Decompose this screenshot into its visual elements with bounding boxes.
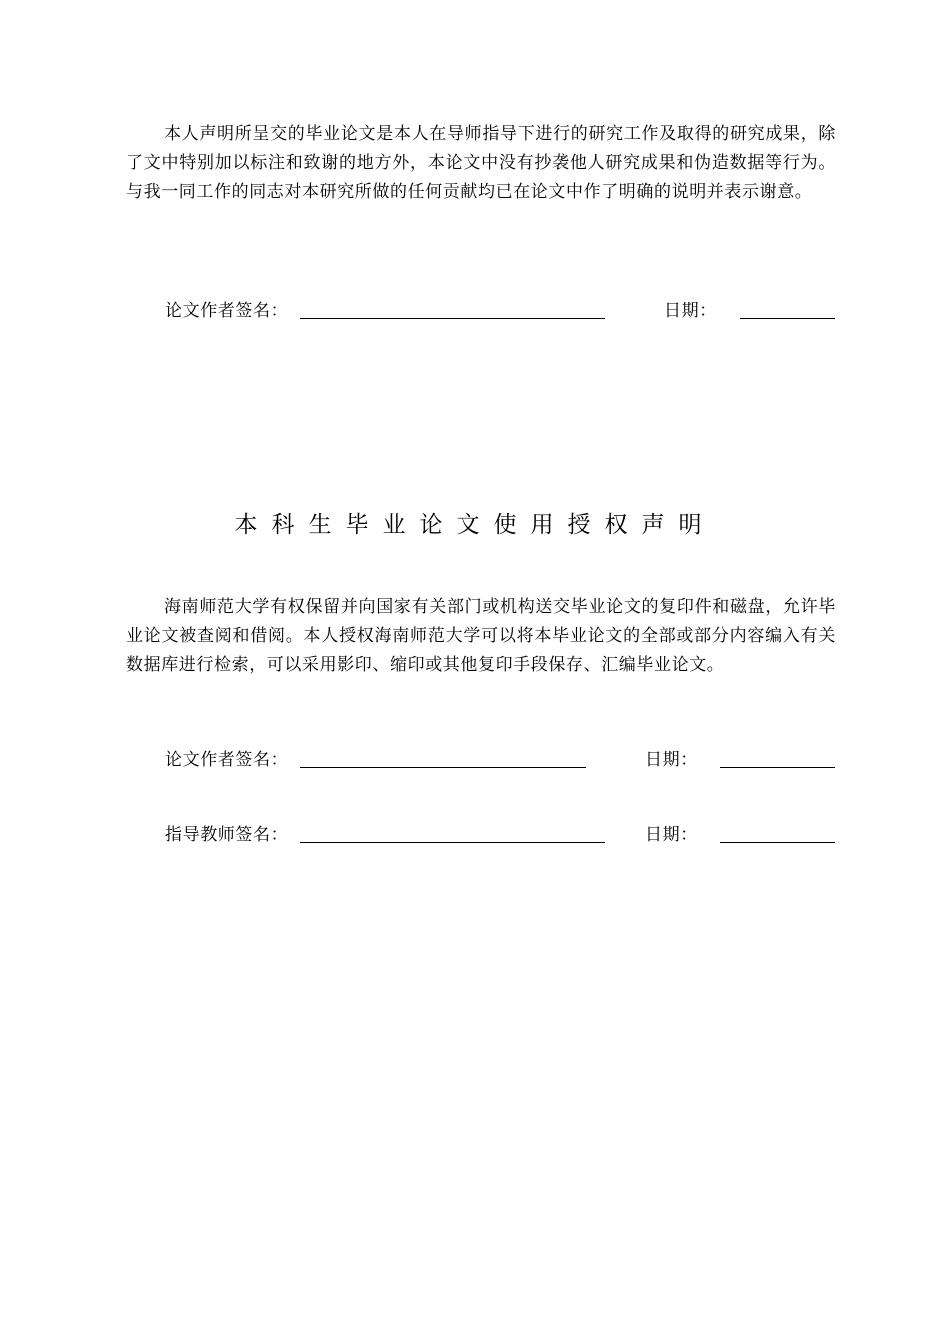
authorization-author-signature-line[interactable] (300, 767, 586, 768)
advisor-date-label: 日期： (645, 825, 698, 845)
authorization-text: 海南师范大学有权保留并向国家有关部门或机构送交毕业论文的复印件和磁盘，允许毕业论文被查阅和借阅。本人授权海南师范大学可以将本毕业论文的全部或部分内容编入有关数据库进行检索，可以采用影印、缩印或其他复印手段保存、汇编毕业论文。 (126, 597, 836, 675)
authorization-title: 本科生毕业论文使用授权声明 (234, 512, 716, 538)
declaration-date-label: 日期： (664, 301, 717, 321)
advisor-signature-line[interactable] (300, 842, 605, 843)
advisor-signature-label: 指导教师签名： (165, 825, 289, 845)
authorization-author-date-label: 日期： (645, 750, 698, 770)
authorization-author-signature-label: 论文作者签名： (165, 750, 289, 770)
declaration-author-signature-line[interactable] (300, 318, 605, 319)
declaration-author-signature-label: 论文作者签名： (165, 301, 289, 321)
declaration-date-line[interactable] (740, 318, 835, 319)
authorization-author-date-line[interactable] (720, 767, 835, 768)
advisor-date-line[interactable] (720, 842, 835, 843)
originality-declaration-text: 本人声明所呈交的毕业论文是本人在导师指导下进行的研究工作及取得的研究成果，除了文中特别加以标注和致谢的地方外，本论文中没有抄袭他人研究成果和伪造数据等行为。与我一同工作的同志对本研究所做的任何贡献均已在论文中作了明确的说明并表示谢意。 (126, 124, 836, 202)
